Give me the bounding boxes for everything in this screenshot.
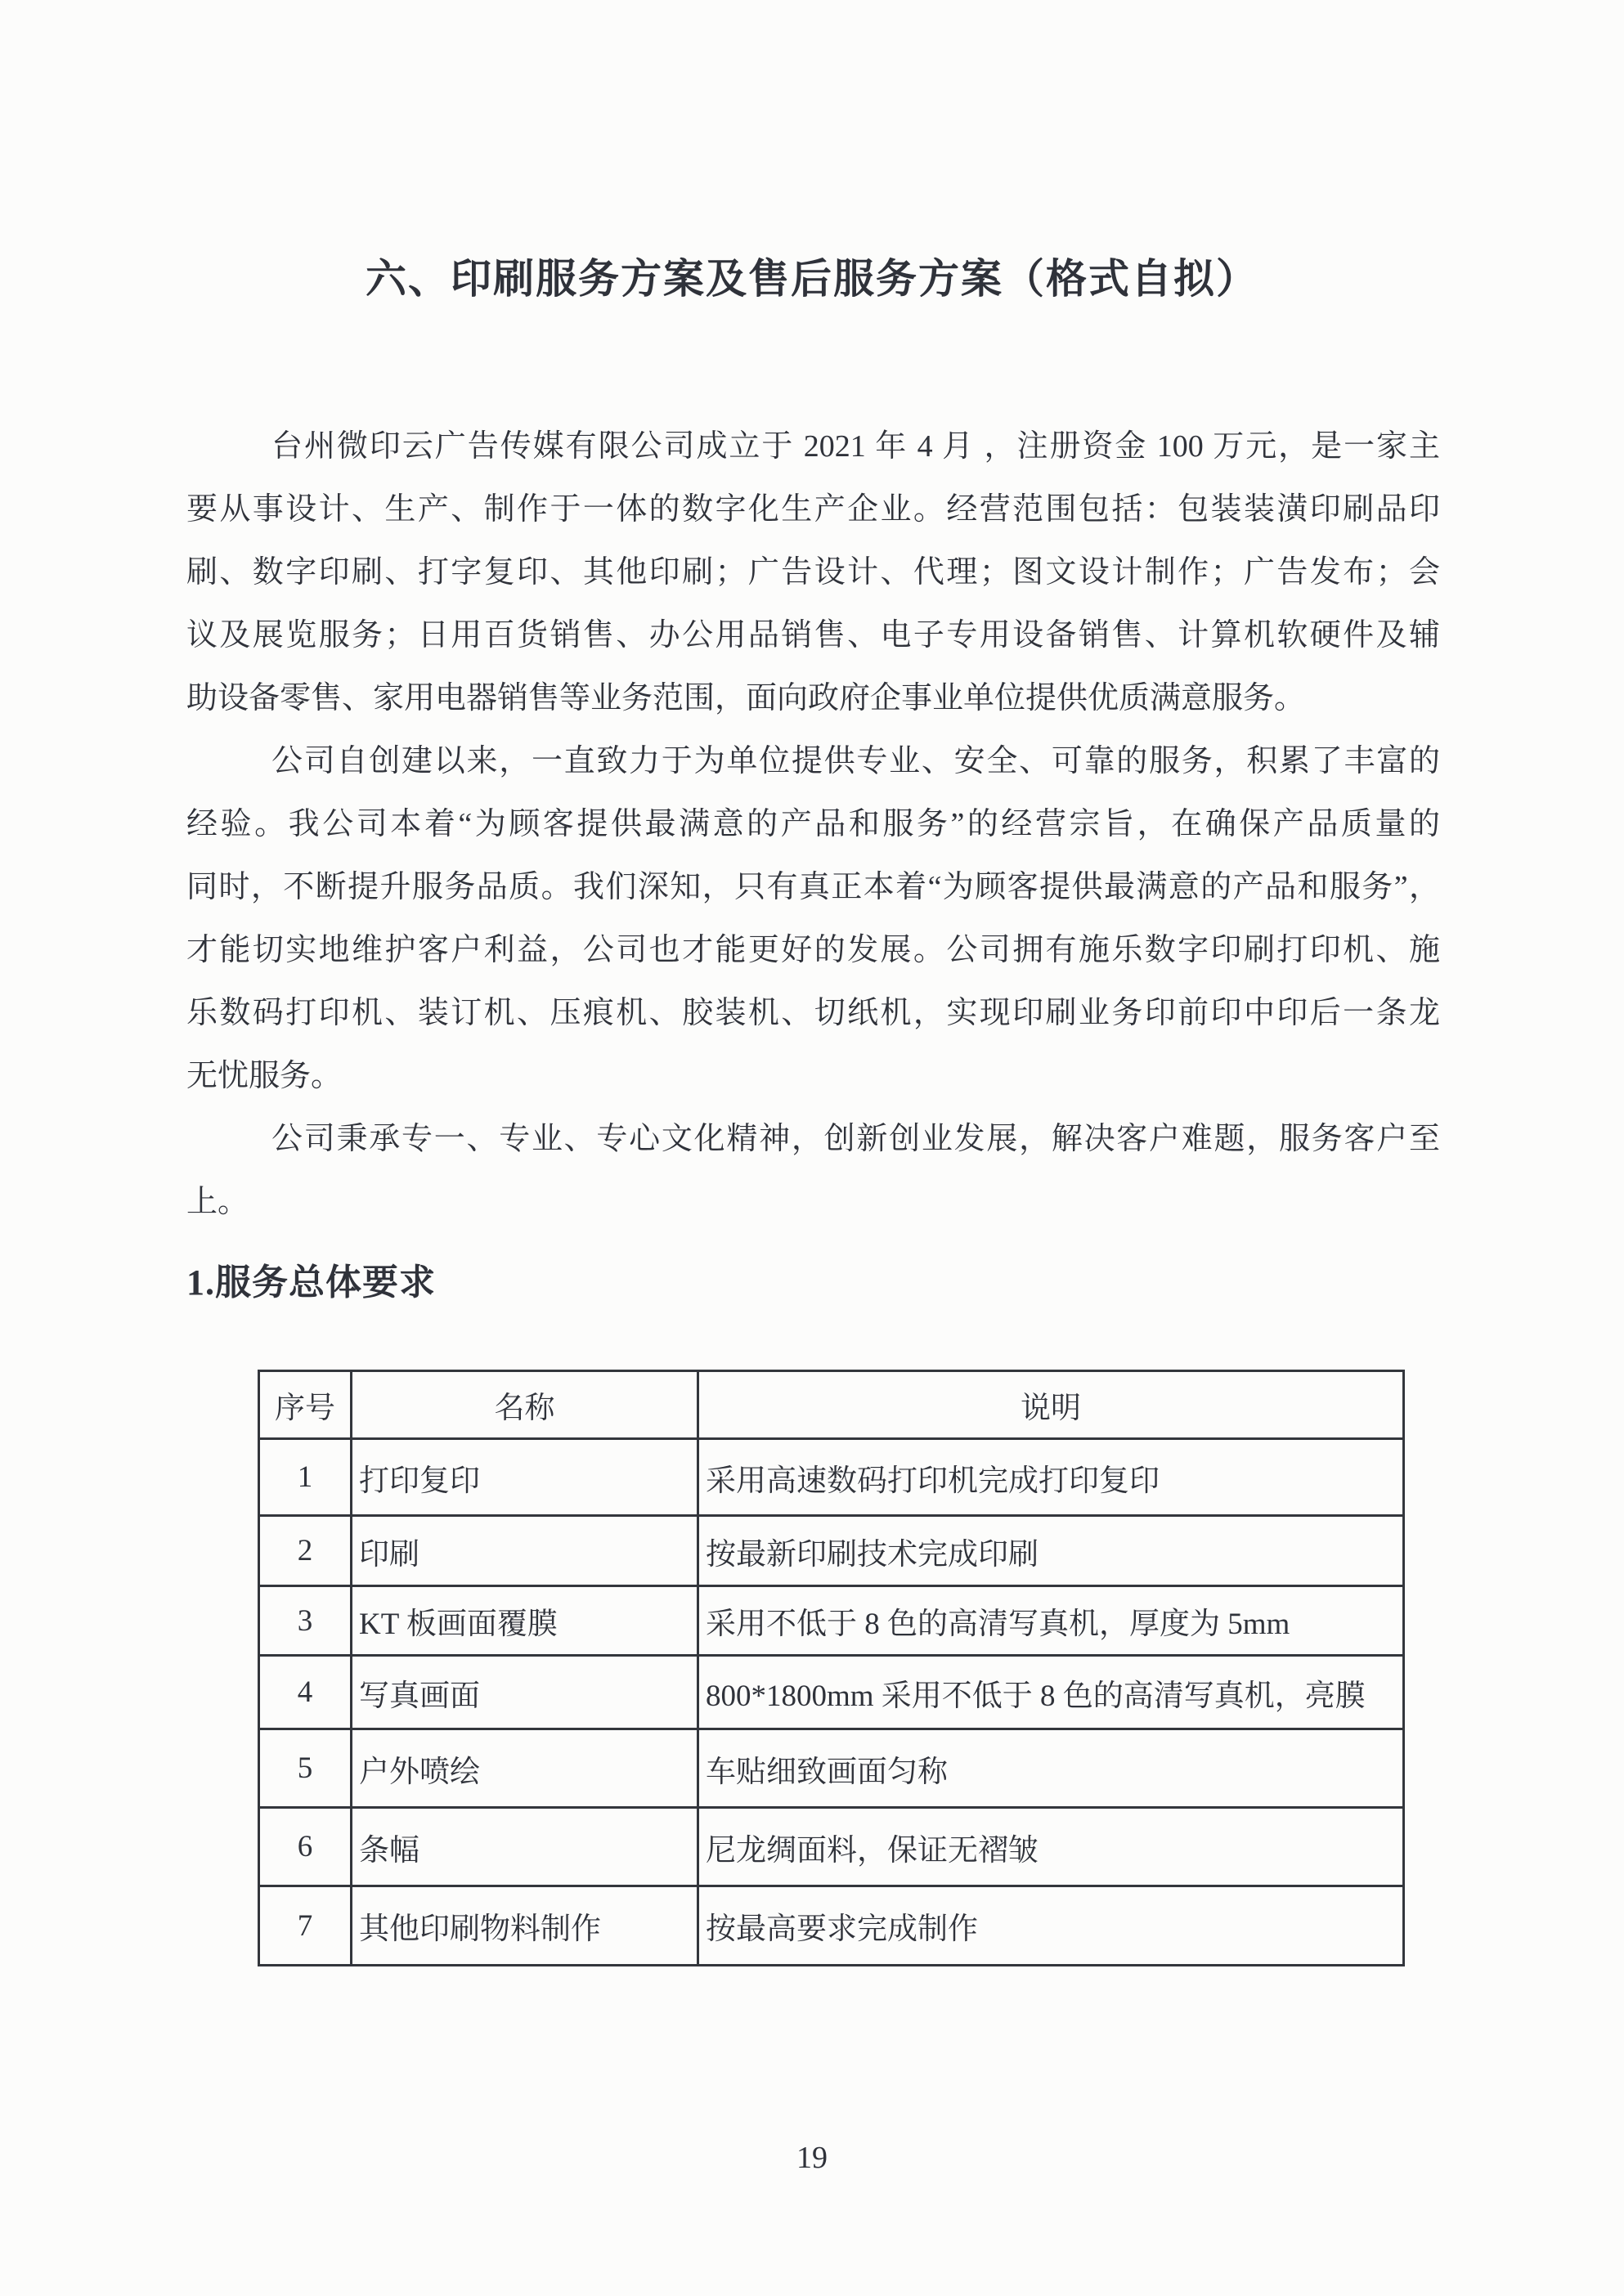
paragraph-line: 助设备零售、家用电器销售等业务范围，面向政府企事业单位提供优质满意服务。 — [186, 681, 1306, 715]
table-row — [259, 1808, 1404, 1886]
table-cell-name: 印刷 — [352, 1516, 698, 1586]
table-cell-no: 3 — [259, 1586, 352, 1656]
paragraph-line: 台州微印云广告传媒有限公司成立于 2021 年 4 月 ，注册资金 100 万元，是一家主 — [271, 429, 1440, 464]
paragraph-line: 同时，不断提升服务品质。我们深知，只有真正本着“为顾客提供最满意的产品和服务”， — [186, 870, 1440, 904]
table-row — [259, 1729, 1404, 1808]
body-text — [186, 415, 1440, 1234]
table-cell-no: 2 — [259, 1516, 352, 1586]
paragraph — [186, 415, 1440, 730]
table-cell-desc: 车贴细致画面匀称 — [698, 1729, 1404, 1808]
table-cell-name: 写真画面 — [352, 1656, 698, 1729]
table-cell-desc: 按最新印刷技术完成印刷 — [698, 1516, 1404, 1586]
table-cell-desc: 800*1800mm 采用不低于 8 色的高清写真机，亮膜 — [698, 1656, 1404, 1729]
table-row — [259, 1586, 1404, 1656]
table-row — [259, 1886, 1404, 1966]
paragraph-line: 公司秉承专一、专业、专心文化精神，创新创业发展，解决客户难题，服务客户至 — [271, 1122, 1440, 1156]
paragraph-line: 上。 — [186, 1185, 249, 1219]
paragraph-line: 议及展览服务；日用百货销售、办公用品销售、电子专用设备销售、计算机软硬件及辅 — [186, 618, 1440, 652]
table-cell-desc: 按最高要求完成制作 — [698, 1886, 1404, 1966]
table-cell-name: 打印复印 — [352, 1439, 698, 1516]
paragraph-line: 公司自创建以来，一直致力于为单位提供专业、安全、可靠的服务，积累了丰富的 — [271, 744, 1440, 778]
table-cell-no: 5 — [259, 1729, 352, 1808]
table-cell-no: 7 — [259, 1886, 352, 1966]
table-header-cell: 说明 — [698, 1371, 1404, 1439]
table-header-cell: 序号 — [259, 1371, 352, 1439]
paragraph-line: 乐数码打印机、装订机、压痕机、胶装机、切纸机，实现印刷业务印前印中印后一条龙 — [186, 996, 1440, 1030]
table-row — [259, 1656, 1404, 1729]
page-number: 19 — [796, 2141, 828, 2175]
table-cell-desc: 采用高速数码打印机完成打印复印 — [698, 1439, 1404, 1516]
paragraph-line: 才能切实地维护客户利益，公司也才能更好的发展。公司拥有施乐数字印刷打印机、施 — [186, 933, 1440, 967]
table-row — [259, 1516, 1404, 1586]
page-title: 六、印刷服务方案及售后服务方案（格式自拟） — [366, 256, 1258, 302]
paragraph-line: 要从事设计、生产、制作于一体的数字化生产企业。经营范围包括：包装装潢印刷品印 — [186, 492, 1440, 527]
table-cell-desc: 采用不低于 8 色的高清写真机，厚度为 5mm — [698, 1586, 1404, 1656]
table-cell-no: 6 — [259, 1808, 352, 1886]
paragraph — [186, 730, 1440, 1108]
table-cell-name: KT 板画面覆膜 — [352, 1586, 698, 1656]
paragraph-line: 无忧服务。 — [186, 1059, 343, 1093]
table-cell-desc: 尼龙绸面料，保证无褶皱 — [698, 1808, 1404, 1886]
section-heading: 1.服务总体要求 — [186, 1262, 436, 1303]
table-cell-no: 1 — [259, 1439, 352, 1516]
table-cell-name: 户外喷绘 — [352, 1729, 698, 1808]
paragraph-line: 刷、数字印刷、打字复印、其他印刷；广告设计、代理；图文设计制作；广告发布；会 — [186, 555, 1440, 590]
table-header-row — [259, 1371, 1404, 1439]
table-cell-name: 其他印刷物料制作 — [352, 1886, 698, 1966]
paragraph — [186, 1108, 1440, 1234]
table-row — [259, 1439, 1404, 1516]
table-cell-name: 条幅 — [352, 1808, 698, 1886]
table-header-cell: 名称 — [352, 1371, 698, 1439]
service-requirements-table — [258, 1370, 1405, 1966]
paragraph-line: 经验。我公司本着“为顾客提供最满意的产品和服务”的经营宗旨，在确保产品质量的 — [186, 807, 1440, 841]
table-cell-no: 4 — [259, 1656, 352, 1729]
